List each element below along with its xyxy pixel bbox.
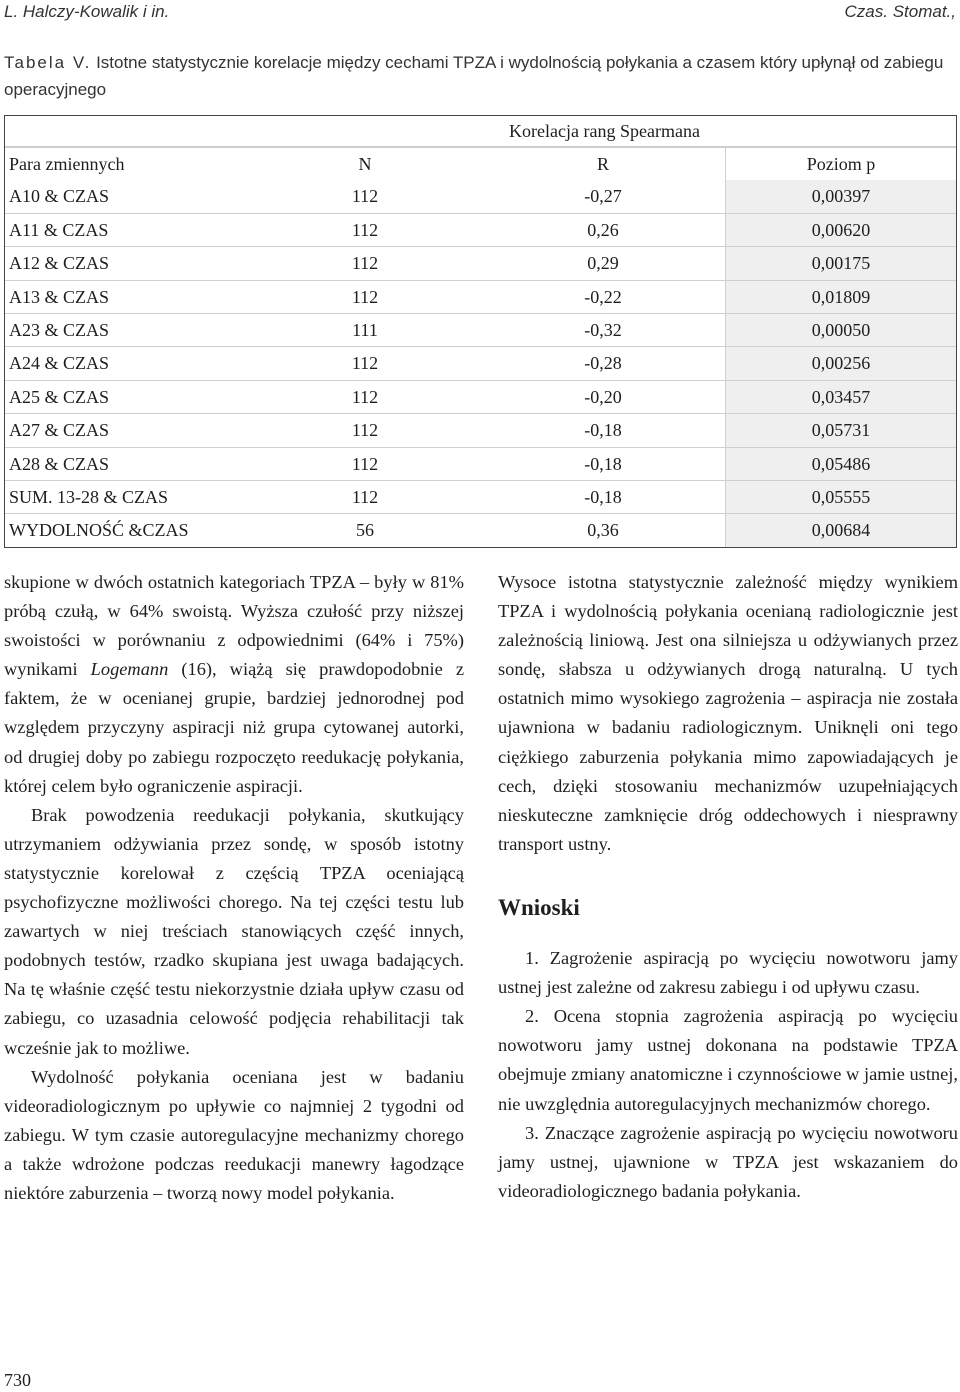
col-header-p: Poziom p <box>725 148 956 180</box>
table-title: Korelacja rang Spearmana <box>509 121 700 141</box>
caption-text: Istotne statystycznie korelacje między cechami TPZA i wydolnością połykania a czasem który upłynął od zabiegu operacyjnego <box>4 53 944 99</box>
cell-r: -0,22 <box>584 286 622 307</box>
cell-p: 0,00397 <box>725 180 956 212</box>
right-text-column <box>498 568 958 1206</box>
cell-n: 112 <box>351 453 379 474</box>
cell-r: -0,32 <box>584 319 622 340</box>
table-title-row <box>5 116 956 147</box>
cell-n: 56 <box>356 520 374 541</box>
cell-r: -0,18 <box>584 453 622 474</box>
cell-r: -0,18 <box>584 486 622 507</box>
cell-pair: A24 & CZAS <box>9 353 110 374</box>
cell-pair: A28 & CZAS <box>9 453 110 474</box>
left-paragraph-3: Wydolność połykania oceniana jest w badaniu videoradiologicznym po upływie co najmniej 2 tygodni od zabiegu. W tym czasie autoregulacyjne mechanizmy chorego a także wdrożone podczas reedukacji manewry łagodzące niektóre zaburzenia – tworzą nowy model połykania. <box>4 1066 464 1203</box>
right-paragraph-1: Wysoce istotna statystycznie zależność między wynikiem TPZA i wydolnością połykania ocenianą radiologicznie jest zależnością liniową. Jest ona silniejsza u odżywianych przez sondę, słabsza u odżywianych drogą naturalną. U tych ostatnich mimo wysokiego zagrożenia – aspiracja nie została ujawniona w badaniu radiologicznym. Uniknęli oni tego ciężkiego zaburzenia połykania mimo zapowiadających je cech, dzięki stosowaniu mechanizmów uzupełniających nieskuteczne zamknięcie dróg oddechowych i niesprawny transport ustny. <box>498 572 958 854</box>
cell-n: 111 <box>352 319 378 340</box>
left-p1-italic: Logemann <box>90 659 169 680</box>
cell-n: 112 <box>351 186 379 207</box>
cell-pair: A27 & CZAS <box>9 420 110 441</box>
cell-p: 0,00050 <box>725 314 956 346</box>
cell-r: 0,26 <box>587 219 619 240</box>
table-row <box>5 346 956 379</box>
col-header-pair: Para zmiennych <box>9 154 125 174</box>
cell-pair: A11 & CZAS <box>9 219 109 240</box>
table-caption <box>4 49 956 103</box>
col-header-r: R <box>596 154 609 174</box>
conclusion-2: 2. Ocena stopnia zagrożenia aspiracją po wycięciu nowotworu jamy ustnej dokonana na podstawie TPZA obejmuje zmiany anatomiczne i czynnościowe w jamie ustnej, nie uwzględnia autoregulacyjnych mechanizmów chorego. <box>498 1006 958 1114</box>
cell-p: 0,05555 <box>725 481 956 513</box>
table-row <box>5 513 956 546</box>
table-row <box>5 380 956 413</box>
cell-r: -0,20 <box>584 386 622 407</box>
cell-pair: A10 & CZAS <box>9 186 110 207</box>
cell-p: 0,05486 <box>725 448 956 480</box>
cell-n: 112 <box>351 386 379 407</box>
cell-pair: A25 & CZAS <box>9 386 110 407</box>
left-text-column <box>4 568 464 1208</box>
cell-p: 0,03457 <box>725 381 956 413</box>
conclusions-heading: Wnioski <box>498 894 580 920</box>
page-number: 730 <box>4 1370 31 1390</box>
cell-pair: A13 & CZAS <box>9 286 110 307</box>
cell-n: 112 <box>351 219 379 240</box>
cell-r: -0,28 <box>584 353 622 374</box>
table-row <box>5 246 956 279</box>
cell-n: 112 <box>351 253 379 274</box>
cell-n: 112 <box>351 286 379 307</box>
cell-p: 0,01809 <box>725 281 956 313</box>
cell-pair: SUM. 13-28 & CZAS <box>9 486 169 507</box>
cell-r: 0,36 <box>587 520 619 541</box>
cell-pair: WYDOLNOŚĆ &CZAS <box>9 520 189 541</box>
cell-r: -0,27 <box>584 186 622 207</box>
cell-pair: A23 & CZAS <box>9 319 110 340</box>
cell-p: 0,00175 <box>725 247 956 279</box>
table-body <box>5 180 956 546</box>
cell-r: 0,29 <box>587 253 619 274</box>
left-p1-text: skupione w dwóch ostatnich kategoriach TPZA – były w 81% próbą czułą, w 64% swoistą. Wyższa czułość przy niższej swoistości w porównaniu z odpowiednimi (64% i 75%) wynikami <box>4 572 464 680</box>
left-p1-rest: (16), wiążą się prawdopodobnie z faktem, że w ocenianej grupie, bardziej jednorodnej pod względem przyczyny aspiracji niż grupa cytowanej autorki, od drugiej doby po zabiegu rozpoczęto reedukację połykania, której celem było ograniczenie aspiracji. <box>4 659 464 796</box>
conclusion-3: 3. Znaczące zagrożenie aspiracją po wycięciu nowotworu jamy ustnej, ujawnione w TPZA jest wskazaniem do videoradiologicznego badania połykania. <box>498 1122 958 1201</box>
table-row <box>5 180 956 212</box>
left-paragraph-2: Brak powodzenia reedukacji połykania, skutkujący utrzymaniem odżywiania przez sondę, w sposób istotny statystycznie korelował z częścią TPZA oceniającą psychofizyczne możliwości chorego. Na tej części testu lub zawartych w niej treściach stanowiących część innych, podobnych testów, rzadko skupiana jest uwaga badających. Na tę właśnie część testu niekorzystnie działa upływ czasu od zabiegu, co uzasadnia celowość podjęcia rehabilitacji tak wcześnie jak to możliwe. <box>4 804 464 1058</box>
cell-p: 0,00620 <box>725 214 956 246</box>
cell-p: 0,00684 <box>725 514 956 546</box>
correlation-table <box>4 115 957 548</box>
cell-n: 112 <box>351 486 379 507</box>
cell-r: -0,18 <box>584 420 622 441</box>
cell-p: 0,00256 <box>725 347 956 379</box>
cell-n: 112 <box>351 353 379 374</box>
table-row <box>5 313 956 346</box>
table-header-row <box>5 147 956 180</box>
table-row <box>5 447 956 480</box>
cell-p: 0,05731 <box>725 414 956 446</box>
table-row <box>5 280 956 313</box>
cell-pair: A12 & CZAS <box>9 253 110 274</box>
header-journal: Czas. Stomat., <box>844 2 956 21</box>
left-paragraph-1 <box>4 568 464 801</box>
table-row <box>5 480 956 513</box>
header-authors: L. Halczy-Kowalik i in. <box>4 2 170 21</box>
cell-n: 112 <box>351 420 379 441</box>
caption-label: Tabela V. <box>4 53 92 72</box>
conclusion-1: 1. Zagrożenie aspiracją po wycięciu nowotworu jamy ustnej jest zależne od zakresu zabiegu i od upływu czasu. <box>498 948 958 998</box>
table-row <box>5 413 956 446</box>
col-header-n: N <box>358 154 372 174</box>
running-header <box>4 2 956 26</box>
table-row <box>5 213 956 246</box>
